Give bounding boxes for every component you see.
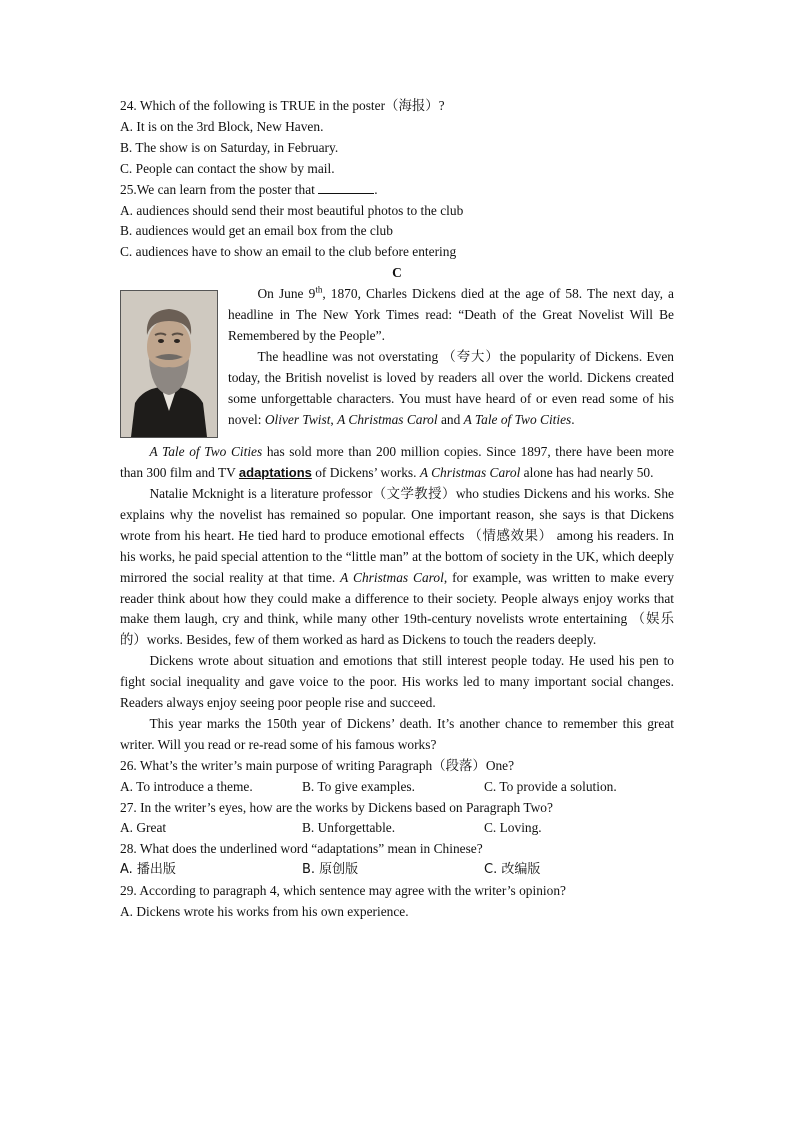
paragraph-1-rest: , 1870, Charles Dickens died at the age of 58. The next day, a headline in The New York Times read: “Death of the Great Novelist Will Be Remembered by the People”. bbox=[228, 286, 674, 343]
question-27-options bbox=[120, 818, 674, 839]
question-26-stem: 26. What’s the writer’s main purpose of writing Paragraph（段落）One? bbox=[120, 757, 515, 773]
novel-title: Oliver Twist bbox=[264, 411, 331, 427]
question-29-option-a: A. Dickens wrote his works from his own experience. bbox=[120, 904, 409, 920]
question-24-option-b: B. The show is on Saturday, in February. bbox=[120, 139, 339, 155]
conjunction: and bbox=[437, 411, 464, 427]
question-29-stem: 29. According to paragraph 4, which sentence may agree with the writer’s opinion? bbox=[120, 883, 566, 899]
question-28-option-b: B. 原创版 bbox=[302, 862, 359, 878]
question-25-option-c: C. audiences have to show an email to the club before entering bbox=[120, 244, 457, 260]
dickens-portrait-image bbox=[120, 290, 218, 438]
novel-title: A Christmas Carol bbox=[337, 411, 438, 427]
period: . bbox=[571, 411, 575, 427]
question-24-option-c: C. People can contact the show by mail. bbox=[120, 160, 335, 176]
question-27-option-b: B. Unforgettable. bbox=[302, 820, 396, 836]
paragraph-4 bbox=[120, 484, 674, 651]
exam-page bbox=[120, 96, 674, 923]
ordinal-suffix: th bbox=[315, 284, 323, 295]
question-26-option-b: B. To give examples. bbox=[302, 778, 415, 794]
question-24-option-a: A. It is on the 3rd Block, New Haven. bbox=[120, 118, 324, 134]
question-26-options bbox=[120, 777, 674, 798]
novel-title: A Christmas Carol bbox=[419, 465, 521, 481]
question-24-stem: 24. Which of the following is TRUE in the poster（海报）? bbox=[120, 98, 445, 113]
question-25-option-a: A. audiences should send their most beautiful photos to the club bbox=[120, 202, 464, 218]
paragraph-4-text-2: , for example, was written to make every reader think about how they could make a difference to their society. People always enjoy works that make them laugh, cry and think, while many other 19th-century novelists wrote entertaining （娱乐的）works. Besides, few of them worked as hard as Dickens to touch the readers deeply. bbox=[120, 569, 674, 648]
question-28-option-a: A. 播出版 bbox=[120, 862, 176, 878]
paragraph-3 bbox=[120, 442, 674, 484]
question-25-stem bbox=[120, 180, 674, 201]
paragraph-3-text: has sold more than 200 million copies. Since 1897, there have been more than 300 film and TV bbox=[120, 444, 674, 481]
underlined-word-adaptations: adaptations bbox=[238, 465, 312, 481]
question-26-option-c: C. To provide a solution. bbox=[484, 778, 617, 794]
paragraph-3-text-2: of Dickens’ works. bbox=[311, 465, 420, 481]
novel-title: A Tale of Two Cities bbox=[463, 411, 572, 427]
question-28-options bbox=[120, 860, 674, 881]
question-27-option-c: C. Loving. bbox=[484, 820, 542, 836]
paragraph-2-text: The headline was not overstating （夸大）the popularity of Dickens. Even today, the British novelist is loved by readers all over the world. Dickens created some unforgettable characters. You must have heard of or even read some of his novel: bbox=[228, 348, 674, 427]
question-27-option-a: A. Great bbox=[120, 820, 167, 836]
paragraph-4-text: Natalie Mcknight is a literature professor（文学教授）who studies Dickens and his works. She explains why the novelist has remained so popular. One important reason, she says is that Dickens wrote from his heart. He tied hard to produce emotional effects （情感效果） among his readers. In his works, he paid special attention to the “little man” at the bottom of society in the UK, which deeply mirrored the social reality at that time. bbox=[120, 485, 674, 585]
question-27-stem: 27. In the writer’s eyes, how are the works by Dickens based on Paragraph Two? bbox=[120, 799, 553, 815]
paragraph-5: Dickens wrote about situation and emotions that still interest people today. He used his pen to fight social inequality and gave voice to the poor. His works led to many important social changes. Readers always enjoy seeing poor people rise and succeed. bbox=[120, 653, 674, 711]
paragraph-6: This year marks the 150th year of Dickens’ death. It’s another chance to remember this great writer. Will you read or re-read some of his famous works? bbox=[120, 715, 674, 752]
question-25-stem-text: 25.We can learn from the poster that bbox=[120, 181, 319, 197]
section-title: C bbox=[392, 265, 402, 281]
novel-title: A Tale of Two Cities bbox=[149, 444, 263, 460]
question-28-stem: 28. What does the underlined word “adaptations” mean in Chinese? bbox=[120, 841, 483, 857]
question-25-stem-end: . bbox=[374, 181, 378, 197]
separator: , bbox=[330, 411, 338, 427]
question-26-option-a: A. To introduce a theme. bbox=[120, 778, 253, 794]
novel-title: A Christmas Carol bbox=[340, 569, 444, 585]
answer-blank bbox=[318, 181, 374, 194]
question-25-option-b: B. audiences would get an email box from the club bbox=[120, 223, 393, 239]
paragraph-1-start: On June 9 bbox=[257, 286, 316, 302]
paragraph-3-text-3: alone has had nearly 50. bbox=[520, 465, 654, 481]
question-28-option-c: C. 改编版 bbox=[484, 862, 541, 878]
